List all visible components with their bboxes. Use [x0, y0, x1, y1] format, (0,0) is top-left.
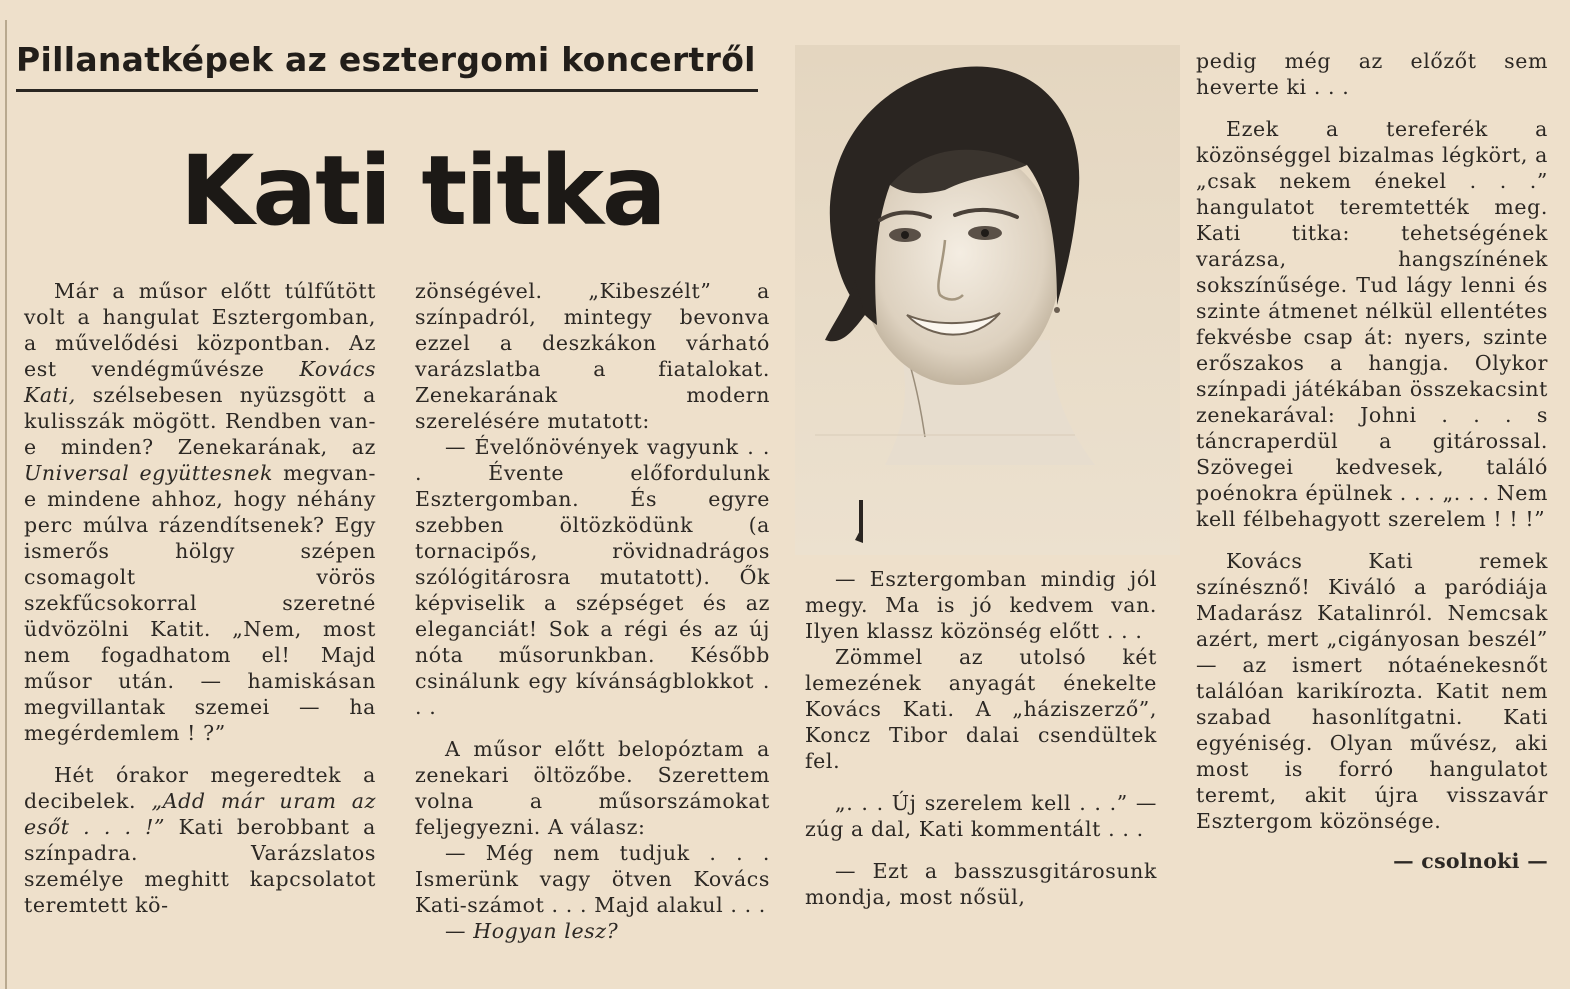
paragraph: — Évelőnövények vagyunk . . . Évente előfordulunk Esztergomban. És egyre szebben öltözködünk (a tornacipős, rövidnadrágos szólógitárosra mutatott). Ők képviselik a szépséget és az eleganciát! Sok a régi és az új nóta műsorunkban. Később csinálunk egy kívánságblokkot . . . [415, 435, 770, 719]
paragraph: Kovács Kati remek színésznő! Kiváló a paródiája Madarász Katalinról. Nemcsak azért, mert „cigányosan beszél” — az ismert nótaénekesnőt találóan karikírozta. Katit nem szabad hasonlítgatni. Kati egyéniség. Olyan művész, aki most is forró hangulatot teremt, akit újra visszavár Esztergom közönsége. [1196, 549, 1548, 833]
article-column-2 [415, 278, 770, 944]
paragraph: Hét órakor megeredtek a decibelek. „Add már uram az esőt . . . !” Kati berobbant a színpadra. Varázslatos személye meghitt kapcsolatot teremtett kö- [24, 763, 377, 917]
article-column-3 [805, 566, 1157, 910]
article-column-4 [1196, 48, 1548, 874]
paragraph: Már a műsor előtt túlfűtött volt a hangulat Esztergomban, a művelődési központban. Az est vendégművésze Kovács Kati, szélsebesen nyüzsgött a kulisszák mögött. Rendben van-e minden? Zenekarának, az Universal együttesnek megvan-e mindene ahhoz, hogy néhány perc múlva rázendítsenek? Egy ismerős hölgy szépen csomagolt vörös szekfűcsokorral szeretné üdvözölni Katit. „Nem, most nem fogadhatom el! Majd műsor után. — hamiskásan megvillantak szemei — ha megérdemlem ! ?” [24, 279, 376, 745]
paragraph: Zömmel az utolsó két lemezének anyagát énekelte Kovács Kati. A „háziszerző”, Koncz Tibor dalai csendültek fel. [805, 645, 1157, 773]
article-column-1 [24, 278, 376, 918]
kicker-underline [16, 89, 758, 92]
kicker-heading: Pillanatképek az esztergomi koncertről [16, 40, 756, 79]
paragraph: pedig még az előzőt sem heverte ki . . . [1196, 49, 1548, 99]
paragraph: — Esztergomban mindig jól megy. Ma is jó kedvem van. Ilyen klassz közönség előtt . . . [805, 567, 1157, 643]
paragraph: A műsor előtt belopóztam a zenekari öltözőbe. Szerettem volna a műsorszámokat feljegyezni. A válasz: [415, 737, 770, 839]
paragraph: zönségével. „Kibeszélt” a színpadról, mintegy bevonva ezzel a deszkákon várható varázslatba a fiatalokat. Zenekarának modern szerelésére mutatott: [415, 279, 770, 433]
paragraph: — Ezt a basszusgitárosunk mondja, most nősül, [805, 859, 1157, 909]
column-rule [5, 20, 7, 989]
paragraph: Ezek a tereferék a közönséggel bizalmas légkört, a „csak nekem énekel . . .” hangulatot teremtették meg. Kati titka: tehetségének varázsa, hangszínének sokszínűsége. Tud lágy lenni és szinte átmenet nélkül ellentétes fekvésbe csap át: nyers, szinte erőszakos a hangja. Olykor színpadi játékában összekacsint zenekarával: Johni . . . s táncraperdül a gitárossal. Szövegei kedvesek, találó poénokra épülnek . . . „. . . Nem kell félbehagyott szerelem ! ! !” [1196, 117, 1548, 531]
paragraph: „. . . Új szerelem kell . . .” — zúg a dal, Kati kommentált . . . [805, 791, 1157, 841]
portrait-photo [795, 45, 1180, 555]
paragraph: — Hogyan lesz? [445, 919, 619, 943]
paragraph: — Még nem tudjuk . . . Ismerünk vagy ötven Kovács Kati-számot . . . Majd alakul . . . [415, 841, 770, 917]
author-signature: — csolnoki — [1393, 849, 1548, 873]
headline: Kati titka [180, 135, 665, 247]
